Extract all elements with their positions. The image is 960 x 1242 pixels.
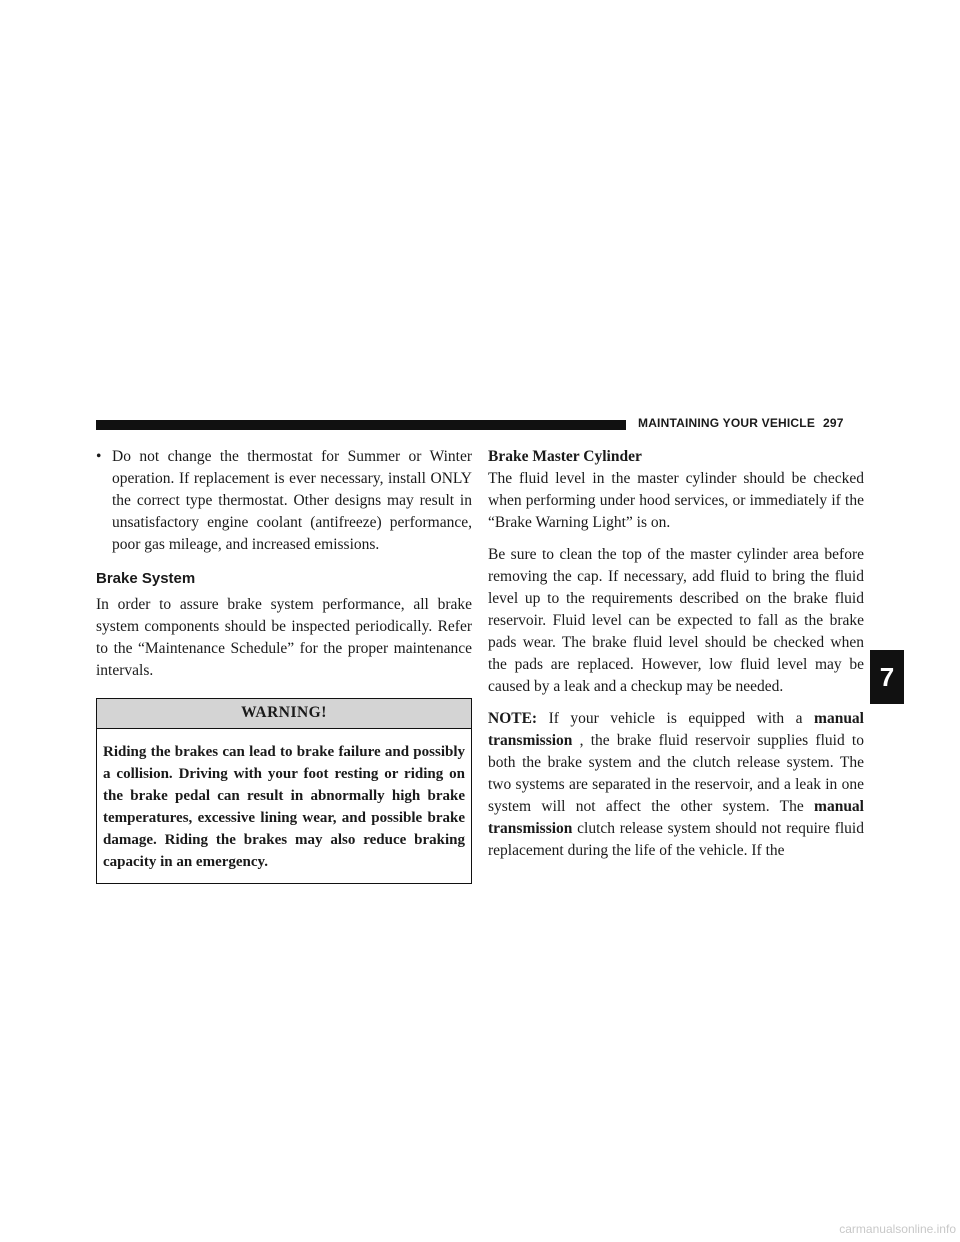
running-header (638, 416, 864, 430)
subhead-brake-master-cylinder: Brake Master Cylinder (488, 448, 642, 465)
header-section: MAINTAINING YOUR VEHICLE (638, 416, 816, 430)
master-cylinder-paragraph-1: The fluid level in the master cylinder should be checked when performing under hood services, or immediately if the “Brake Warning Light” is on. (488, 470, 864, 531)
warning-box (96, 698, 472, 884)
note-label: NOTE: (488, 710, 538, 727)
watermark: carmanualsonline.info (839, 1222, 956, 1236)
bullet-text: Do not change the thermostat for Summer or Winter operation. If replacement is ever necessary, install ONLY the correct type thermostat. Other designs may result in unsatisfactory engine coolant (antifreeze) performance, poor gas mileage, and increased emissions. (112, 448, 472, 553)
warning-title: WARNING! (97, 699, 471, 729)
section-title-brake-system: Brake System (96, 570, 196, 587)
right-column (488, 446, 864, 872)
note-bold-manual-transmission-2: manual transmission (488, 798, 864, 837)
master-cylinder-paragraph-2: Be sure to clean the top of the master cylinder area before removing the cap. If necessary, add fluid to bring the fluid level up to the requirements described on the brake fluid reservoir. Fluid level can be expected to fall as the brake pads wear. The brake fluid level should be checked when the pads are replaced. However, low fluid level may be caused by a leak and a checkup may be needed. (488, 546, 864, 695)
note-paragraph (488, 708, 864, 862)
note-text-c: clutch release system should not require fluid replacement during the life of the vehicle. If the (488, 820, 864, 859)
left-column (96, 446, 472, 884)
brake-system-paragraph: In order to assure brake system performance, all brake system components should be inspected periodically. Refer to the “Maintenance Schedule” for the proper maintenance intervals. (96, 596, 472, 679)
header-rule (96, 420, 626, 430)
warning-text: Riding the brakes can lead to brake failure and possibly a collision. Driving with your foot resting or riding on the brake pedal can result in abnormally high brake temperatures, excessive lining wear, and possible brake damage. Riding the brakes may also reduce braking capacity in an emergency. (103, 744, 465, 870)
note-bold-manual-transmission-1: manual transmission (488, 710, 864, 749)
note-text-b: , the brake fluid reservoir supplies fluid to both the brake system and the clutch release system. The two systems are separated in the reservoir, and a leak in one system will not affect the other system. The (488, 732, 864, 815)
page-number: 297 (823, 416, 844, 430)
note-text-a: If your vehicle is equipped with a (537, 710, 815, 727)
bullet-symbol: • (96, 448, 102, 465)
chapter-tab: 7 (870, 650, 904, 704)
list-item (96, 446, 472, 556)
